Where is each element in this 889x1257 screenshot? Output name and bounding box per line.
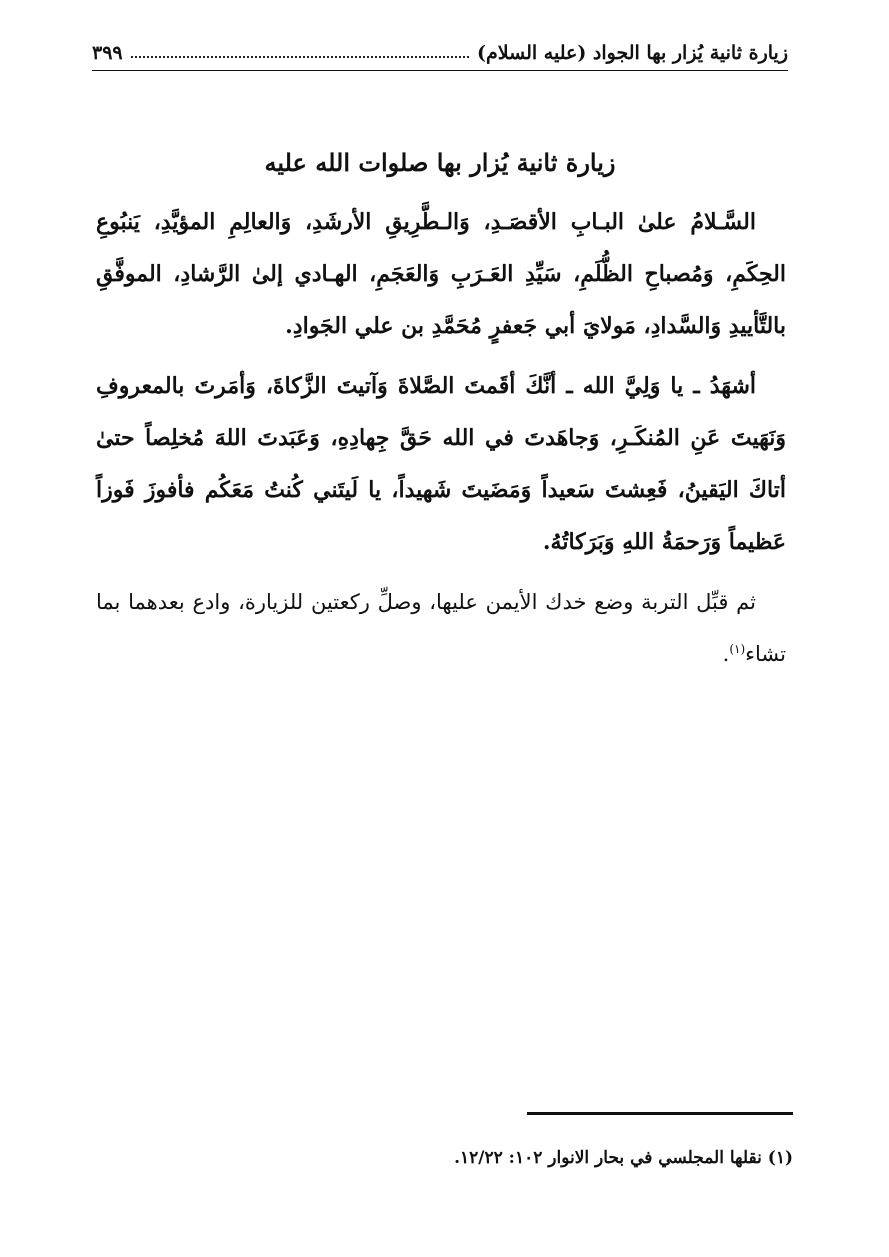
- ziyarah-paragraph-shahadah: أشهَدُ ـ يا وَلِيَّ الله ـ أنَّكَ أقَمتَ الصَّلاةَ وَآتيتَ الزَّكاةَ، وَأمَرتَ بالمعروفِ وَنَهَيتَ عَنِ المُنكَـرِ، وَجاهَدتَ في الله حَقَّ جِهادِهِ، وَعَبَدتَ اللهَ مُخلِصاً حتىٰ أتاكَ اليَقينُ، فَعِشتَ سَعيداً وَمَضَيتَ شَهيداً، يا لَيتَني كُنتُ مَعَكُم فأفوزَ فَوزاً عَظيماً وَرَحمَةُ اللهِ وَبَرَكاتُهُ.: [96, 373, 786, 555]
- ziyarah-paragraph-salam: السَّـلامُ علىٰ البـابِ الأقصَـدِ، وَالـطَّرِيقِ الأرشَدِ، وَالعالِمِ المؤيَّدِ، يَنبُوعِ الحِكَمِ، وَمُصباحِ الظُّلَمِ، سَيِّدِ العَـرَبِ وَالعَجَمِ، الهـادي إلىٰ الرَّشادِ، الموفَّقِ بالتَّأييدِ وَالسَّدادِ، مَولايَ أبي جَعفرٍ مُحَمَّدِ بن علي الجَوادِ.: [96, 209, 786, 339]
- footnote: (١) نقلها المجلسي في بحار الانوار ١٠٢: ١٢/٢٢.: [454, 1148, 793, 1168]
- footnote-rule: [527, 1112, 793, 1115]
- dotted-leader: [131, 56, 469, 58]
- footnote-marker[interactable]: (١): [729, 642, 746, 656]
- instruction-end: .: [722, 642, 730, 666]
- instruction-paragraph: [96, 576, 786, 680]
- body-text: [96, 196, 786, 688]
- running-header: [92, 36, 788, 71]
- running-title: زيارة ثانية يُزار بها الجواد (عليه السلام): [477, 42, 788, 64]
- instruction-text: ثم قبِّل التربة وضع خدك الأيمن عليها، وصلِّ ركعتين للزيارة، وادع بعدهما بما تشاء: [96, 590, 786, 666]
- page-number: ٣٩٩: [92, 42, 123, 64]
- section-title: زيارة ثانية يُزار بها صلوات الله عليه: [264, 148, 616, 177]
